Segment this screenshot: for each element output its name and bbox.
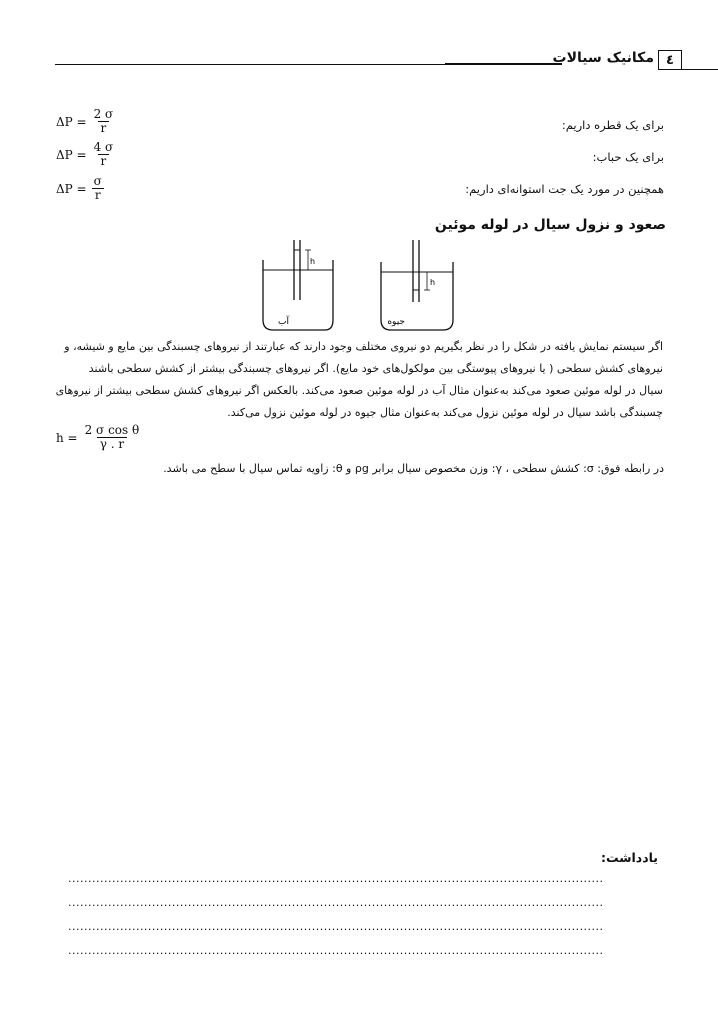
water-beaker	[263, 240, 333, 330]
notes-dotted-line: ......................................................................................................................................	[68, 945, 604, 957]
formula-drop-numerator: 2 σ	[93, 107, 114, 121]
formula-jet-numerator: σ	[93, 174, 102, 188]
formula-capillary-denominator: γ . r	[97, 437, 127, 451]
section-heading: صعود و نزول سیال در لوله موئین	[434, 217, 666, 233]
formula-capillary-height	[56, 424, 142, 451]
notes-heading: یادداشت:	[600, 850, 658, 865]
notes-dotted-line: ......................................................................................................................................	[68, 897, 604, 909]
formula-drop	[56, 108, 116, 135]
formula-jet-lhs: ΔP =	[56, 181, 87, 196]
formula-jet-label: همچنین در مورد یک جت استوانه‌ای داریم:	[465, 182, 664, 196]
formula-jet	[56, 175, 105, 202]
header-rule-accent	[445, 63, 562, 65]
formula-capillary-lhs: h =	[56, 430, 78, 445]
formula-bubble-denominator: r	[98, 154, 110, 168]
water-label: آب	[278, 317, 289, 327]
formula-bubble	[56, 141, 116, 168]
water-h-label: h	[310, 257, 316, 266]
capillary-figure	[255, 236, 465, 332]
definitions-line: در رابطه فوق: σ: کشش سطحی ، γ: وزن مخصوص سیال برابر ρg و θ: زاویه تماس سیال با سطح می باشد.	[163, 462, 664, 475]
page-number: ٤	[658, 50, 682, 70]
notes-dotted-line: ......................................................................................................................................	[68, 921, 604, 933]
mercury-h-label: h	[430, 278, 436, 287]
formula-drop-lhs: ΔP =	[56, 114, 87, 129]
notes-dotted-line: ......................................................................................................................................	[68, 873, 604, 885]
paragraph-line: اگر سیستم نمایش یافته در شکل را در نظر بگیریم دو نیروی مختلف وجود دارند که عبارتند از نیروهای چسبندگی بین مایع و شیشه، و	[64, 340, 663, 353]
chapter-title: مکانیک سیالات	[552, 50, 654, 66]
formula-bubble-label: برای یک حباب:	[592, 150, 664, 164]
paragraph-line: چسبندگی باشد سیال در لوله موئین نزول می‌کند به‌عنوان مثال جیوه در لوله موئین نزول می‌کند.	[227, 406, 663, 419]
formula-bubble-numerator: 4 σ	[93, 140, 114, 154]
formula-capillary-numerator: 2 σ cos θ	[84, 423, 140, 437]
formula-drop-label: برای یک قطره داریم:	[561, 118, 664, 132]
paragraph-line: سیال در لوله موئین صعود می‌کند به‌عنوان مثال آب در لوله موئین صعود می‌کند. بالعکس اگر نیروهای کشش سطحی بیشتر از نیروهای	[55, 384, 663, 397]
formula-bubble-lhs: ΔP =	[56, 147, 87, 162]
paragraph-line: نیروهای کشش سطحی ( یا نیروهای پیوستگی بین مولکول‌های خود مایع). اگر نیروهای چسبندگی بیشتر از کشش سطحی باشند	[88, 362, 663, 375]
formula-drop-denominator: r	[98, 121, 110, 135]
mercury-beaker	[381, 240, 453, 330]
header-right-rule	[680, 69, 718, 70]
formula-jet-denominator: r	[92, 188, 104, 202]
mercury-label: جیوه	[387, 317, 405, 327]
explanation-paragraph	[55, 336, 663, 424]
